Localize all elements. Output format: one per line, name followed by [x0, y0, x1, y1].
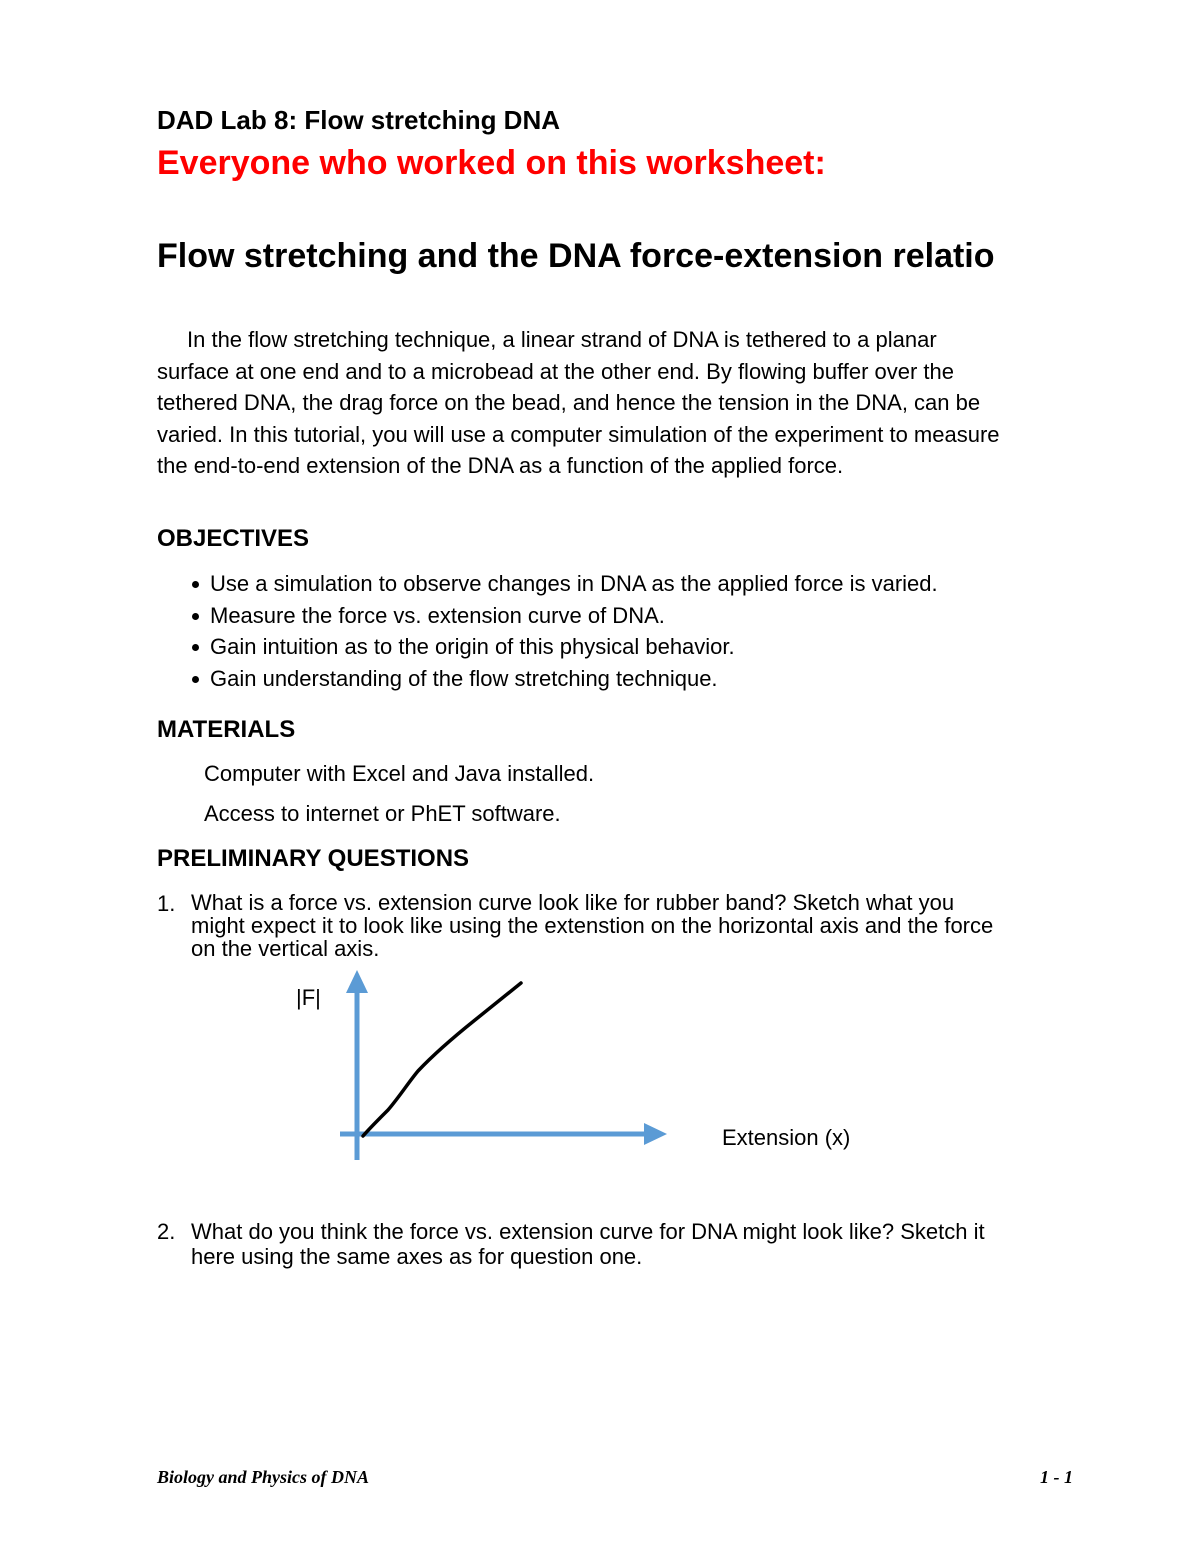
extension-axis-label: Extension (x) [722, 1125, 851, 1150]
objective-item: Measure the force vs. extension curve of DNA. [190, 600, 938, 632]
materials-heading: MATERIALS [157, 716, 296, 743]
objective-item: Use a simulation to observe changes in DNA as the applied force is varied. [190, 568, 938, 600]
question-2-text [191, 1219, 985, 1269]
intro-line: the end-to-end extension of the DNA as a function of the applied force. [157, 453, 844, 478]
preliminary-questions-heading: PRELIMINARY QUESTIONS [157, 845, 470, 872]
question-line: might expect it to look like using the extenstion on the horizontal axis and the force [191, 913, 994, 938]
intro-line: varied. In this tutorial, you will use a computer simulation of the experiment to measure [157, 421, 1000, 447]
y-axis-arrowhead [346, 970, 368, 993]
question-1-text [191, 891, 993, 960]
question-line: What is a force vs. extension curve look like for rubber band? Sketch what you [191, 890, 955, 915]
objective-item: Gain understanding of the flow stretching technique. [190, 663, 938, 695]
intro-line: surface at one end and to a microbead at the other end. By flowing buffer over the [157, 358, 954, 384]
footer-page-number: 1 - 1 [1040, 1467, 1073, 1487]
intro-line: tethered DNA, the drag force on the bead, and hence the tension in the DNA, can be [157, 390, 981, 415]
intro-line: In the flow stretching technique, a linear strand of DNA is tethered to a planar [187, 327, 937, 352]
intro-paragraph [157, 324, 1087, 482]
question-line: on the vertical axis. [191, 936, 380, 961]
material-item: Access to internet or PhET software. [204, 801, 561, 826]
force-axis-label: |F| [296, 985, 321, 1010]
section-title: Flow stretching and the DNA force-extension relatio [157, 237, 995, 275]
lab-title: DAD Lab 8: Flow stretching DNA [157, 105, 561, 135]
question-line: What do you think the force vs. extension curve for DNA might look like? Sketch it [191, 1219, 985, 1244]
question-line: here using the same axes as for question one. [191, 1244, 643, 1269]
force-extension-sketch [330, 968, 670, 1168]
footer-course-title: Biology and Physics of DNA [157, 1467, 370, 1487]
question-1-number: 1. [157, 891, 176, 916]
x-axis-arrowhead [644, 1123, 667, 1145]
objective-item: Gain intuition as to the origin of this physical behavior. [190, 631, 938, 663]
contributors-prompt: Everyone who worked on this worksheet: [157, 144, 826, 182]
question-2-number: 2. [157, 1219, 176, 1244]
objectives-heading: OBJECTIVES [157, 525, 310, 552]
rubber-band-curve [363, 983, 521, 1136]
objectives-list [190, 568, 938, 694]
material-item: Computer with Excel and Java installed. [204, 761, 595, 786]
